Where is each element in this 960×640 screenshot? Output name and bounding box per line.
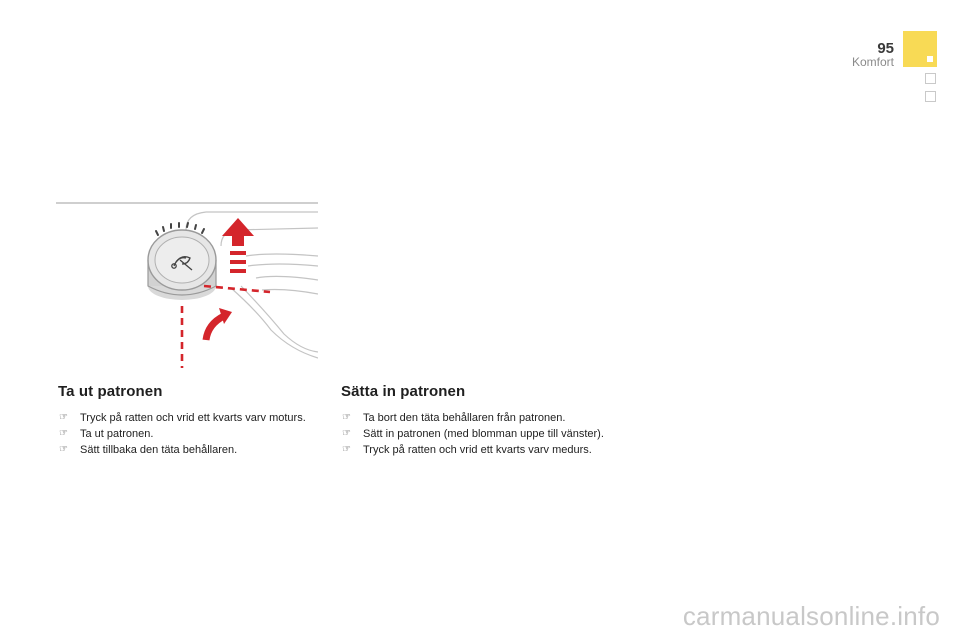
hand-pointer-icon: ☞ xyxy=(59,444,68,455)
list-item xyxy=(58,410,323,426)
list-item xyxy=(58,426,323,442)
watermark-link[interactable]: carmanualsonline.info xyxy=(682,601,940,631)
chapter-tab-marker xyxy=(927,56,933,62)
push-up-arrow-icon xyxy=(222,218,254,273)
step-list xyxy=(341,410,606,458)
step-text: Tryck på ratten och vrid ett kvarts varv medurs. xyxy=(363,444,592,456)
section-insert-cartridge xyxy=(341,383,606,458)
section-title: Ta ut patronen xyxy=(58,383,163,400)
hand-pointer-icon: ☞ xyxy=(59,412,68,423)
section-remove-cartridge xyxy=(58,383,323,458)
page-number: 95 xyxy=(877,40,894,57)
hand-pointer-icon: ☞ xyxy=(59,428,68,439)
hand-pointer-icon: ☞ xyxy=(342,428,351,439)
step-list xyxy=(58,410,323,458)
chapter-tab-empty-2 xyxy=(925,91,936,102)
dial xyxy=(148,223,216,300)
step-text: Sätt tillbaka den täta behållaren. xyxy=(80,444,238,456)
list-item xyxy=(341,442,606,458)
air-freshener-dial-illustration xyxy=(56,200,318,370)
list-item xyxy=(341,426,606,442)
step-text: Ta ut patronen. xyxy=(80,428,154,440)
list-item xyxy=(58,442,323,458)
section-title: Sätta in patronen xyxy=(341,383,466,400)
chapter-tab-empty-1 xyxy=(925,73,936,84)
hand-pointer-icon: ☞ xyxy=(342,444,351,455)
chapter-tab-active xyxy=(903,31,937,67)
step-text: Ta bort den täta behållaren från patronen. xyxy=(363,412,566,424)
rotate-arrow-icon xyxy=(206,308,232,340)
list-item xyxy=(341,410,606,426)
step-text: Tryck på ratten och vrid ett kvarts varv moturs. xyxy=(80,412,306,424)
chapter-title: Komfort xyxy=(851,55,894,69)
hand-pointer-icon: ☞ xyxy=(342,412,351,423)
step-text: Sätt in patronen (med blomman uppe till vänster). xyxy=(363,428,604,440)
